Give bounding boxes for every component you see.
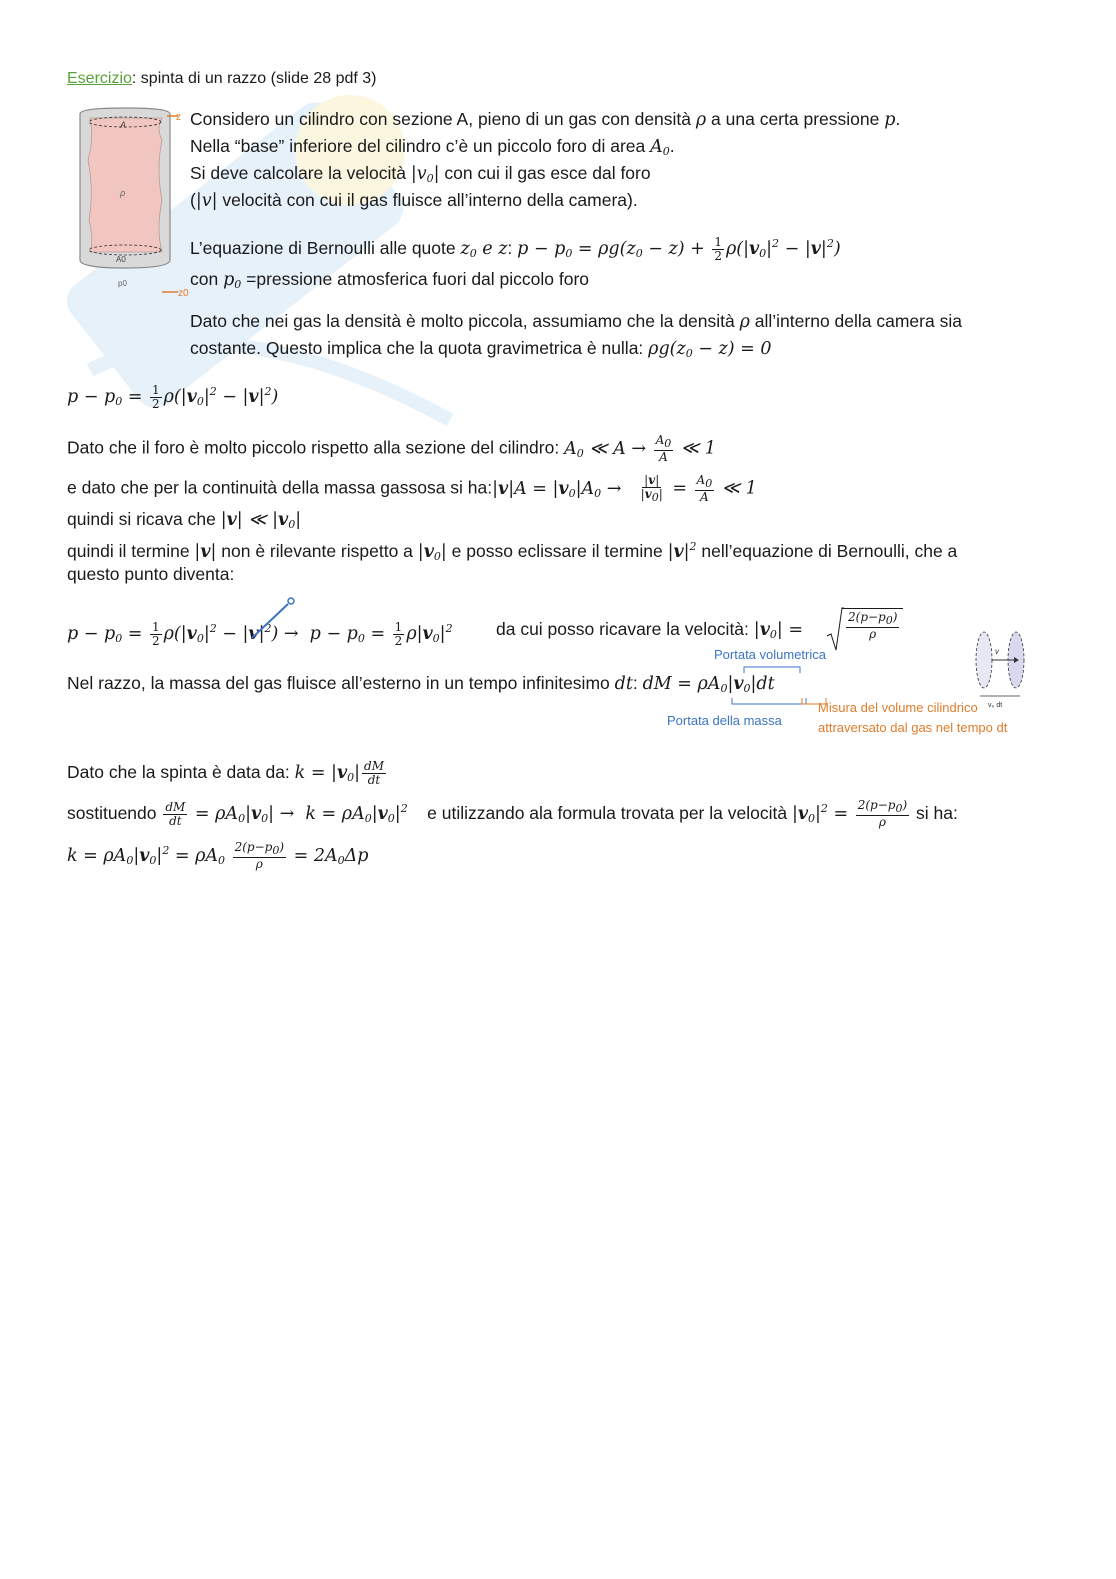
v0dt-label: v₀ dt [988,702,1003,709]
portata-volumetrica: Portata volumetrica [714,647,826,662]
text-line-2: Nella “base” inferiore del cilindro c’è un piccolo foro di area $A_0$. [190,136,675,158]
p0-line: con $p_0$ =pressione atmosferica fuori dal piccolo foro [190,269,590,291]
substitution-line: sostituendo $\frac{dM}{dt}$ = $\rho A_0|v_0| \to k = \rho A_0|v_0|^2$ e utilizzando ala formula trovata per la velocità $|v_0|^2$ = $\frac{2(p-p_0)}{\rho}$ si ha: [67,798,958,830]
volume-sketch [968,628,1038,712]
bernoulli-line: L’equazione di Bernoulli alle quote $z_0$ e z: $p - p_0 = \rho g(z_0 - z)$ + $\frac{1}{2}$ $\rho(|v_0|^2 - |v|^2)$ [190,234,841,263]
misura-line-2: attraversato dal gas nel tempo dt [818,720,1008,735]
portata-massa: Portata della massa [667,713,782,728]
exercise-title: : spinta di un razzo (slide 28 pdf 3) [131,70,377,87]
text-line-1: Considero un cilindro con sezione A, pieno di un gas con densità ρ a una certa pressione p. [190,109,901,130]
text-line-3: Si deve calcolare la velocità $|v_0|$ con cui il gas esce dal foro [190,163,651,185]
exercise-header [67,68,376,90]
equation-reduced: $p - p_0$ = $\frac{1}{2}$ $\rho(|v_0|^2 - |v|^2)$ [67,382,279,411]
document-page: Esercizio: spinta di un razzo (slide 28 pdf 3) A ρ A0 p0 z z0 Considero un cilindro con sezione A, pieno di un gas con densità ρ a una certa pressione p. Nella “base” inferiore del cilindro c’è un piccolo foro di area $A_0$. Si deve calcolare la velocità $|v_0|$ con cui il gas esce dal foro (|v| velocità con cui il gas fluisce all’interno della camera). L’equazione di Bernoulli alle quote $z_0$ e z: $p - p_0 = \rho g(z_0 - z)$ + $\frac{1}{2}$ $\rho(|v_0|^2 - |v|^2)$ con $p_0$ =pressione atmosferica fuori dal piccolo foro Dato che nei gas la densità è molto piccola, assumiamo che la densità ρ all’interno della camera sia costante. Questo implica che la quota gravimetrica è nulla: $\rho g(z_0 - z) = 0$ $p - p_0$ = $\frac{1}{2}$ $\rho(|v_0|^2 - |v|^2)$ Dato che il foro è molto piccolo rispetto alla sezione del cilindro: $A_0$ ≪ A → $\frac{A_0}{A}$ ≪ 1 e dato che per la continuità della massa gassosa si ha:|v|A = $|v_0|A_0$ → $\frac{|v|}{|v_0|}$ = $\frac{A_0}{A}$ ≪ 1 quindi si ricava che |v| ≪ $|v_0|$ quindi il termine |v| non è rilevante rispetto a $|v_0|$ e posso eclissare il termine $|v|^2$ nell’equazione di Bernoulli, che a questo punto diventa: $p - p_0$ = $\frac{1}{2}$ $\rho(|v_0|^2 - |v|^2) \to p - p_0$ = $\frac{1}{2}$ $\rho|v_0|^2$ da cui posso ricavare la velocità: $|v_0|$ = $\frac{2(p-p_0)}{\rho}$ v v₀ dt Portata volumetrica Nel razzo, la massa del gas fluisce all’esterno in un tempo infinitesimo dt: dM = $\rho A_0|v_0|dt$ Portata della massa Misura del volume cilindrico attraversato dal gas nel tempo dt Dato che la spinta è data da: $k = |v_0|$ $\frac{dM}{dt}$ sostituendo $\frac{dM}{dt}$ = $\rho A_0|v_0| \to k = \rho A_0|v_0|^2$ e utilizzando ala formula trovata per la velocità $|v_0|^2$ = $\frac{2(p-p_0)}{\rho}$ si ha: $k = \rho A_0|v_0|^2 = \rho A_0$ $\frac{2(p-p_0)}{\rho}$ = $2A_0\Delta p$ [0,0,1116,1579]
final-result: $k = \rho A_0|v_0|^2 = \rho A_0$ $\frac{2(p-p_0)}{\rho}$ = $2A_0\Delta p$ [67,840,369,872]
misura-line-1: Misura del volume cilindrico [818,700,978,715]
brace-mass [730,697,810,709]
exercise-label: Esercizio [67,70,132,87]
text-line-14: questo punto diventa: [67,564,235,584]
text-line-13: quindi il termine |v| non è rilevante rispetto a $|v_0|$ e posso eclissare il termine $|v|^2$ nell’equazione di Bernoulli, che a [67,540,958,563]
label-z0: z0 [178,288,189,299]
v0-label: v [995,647,999,656]
text-line-7: Dato che nei gas la densità è molto piccola, assumiamo che la densità ρ all’interno della camera sia [190,311,962,332]
text-line-10: Dato che il foro è molto piccolo rispetto alla sezione del cilindro: $A_0$ ≪ A → $\frac{A_0}{A}$ ≪ 1 [67,433,716,464]
text-line-11: e dato che per la continuità della massa gassosa si ha:|v|A = $|v_0|A_0$ → $\frac{|v|}{|v_0|}$ = $\frac{A_0}{A}$ ≪ 1 [67,473,757,504]
label-A0: A0 [116,255,126,264]
velocity-result: da cui posso ricavare la velocità: $|v_0|$ = [496,619,803,641]
text-line-8: costante. Questo implica che la quota gravimetrica è nulla: $\rho g(z_0 - z) = 0$ [190,338,772,360]
text-line-4: (|v| velocità con cui il gas fluisce all’interno della camera). [190,190,638,211]
mass-flow-line: Nel razzo, la massa del gas fluisce all’esterno in un tempo infinitesimo dt: dM = $\rho A_0|v_0|dt$ [67,673,775,695]
label-p0: p0 [118,279,127,288]
text-line-12: quindi si ricava che |v| ≪ $|v_0|$ [67,509,302,531]
label-rho: ρ [120,188,126,198]
label-z: z [176,112,181,123]
label-A: A [120,120,127,130]
velocity-equation: $p - p_0$ = $\frac{1}{2}$ $\rho(|v_0|^2 - |v|^2) \to p - p_0$ = $\frac{1}{2}$ $\rho|v_0|^2$ [67,619,453,648]
thrust-line: Dato che la spinta è data da: $k = |v_0|$ $\frac{dM}{dt}$ [67,759,384,787]
strike-mark [248,596,298,642]
cylinder-figure [70,100,190,300]
